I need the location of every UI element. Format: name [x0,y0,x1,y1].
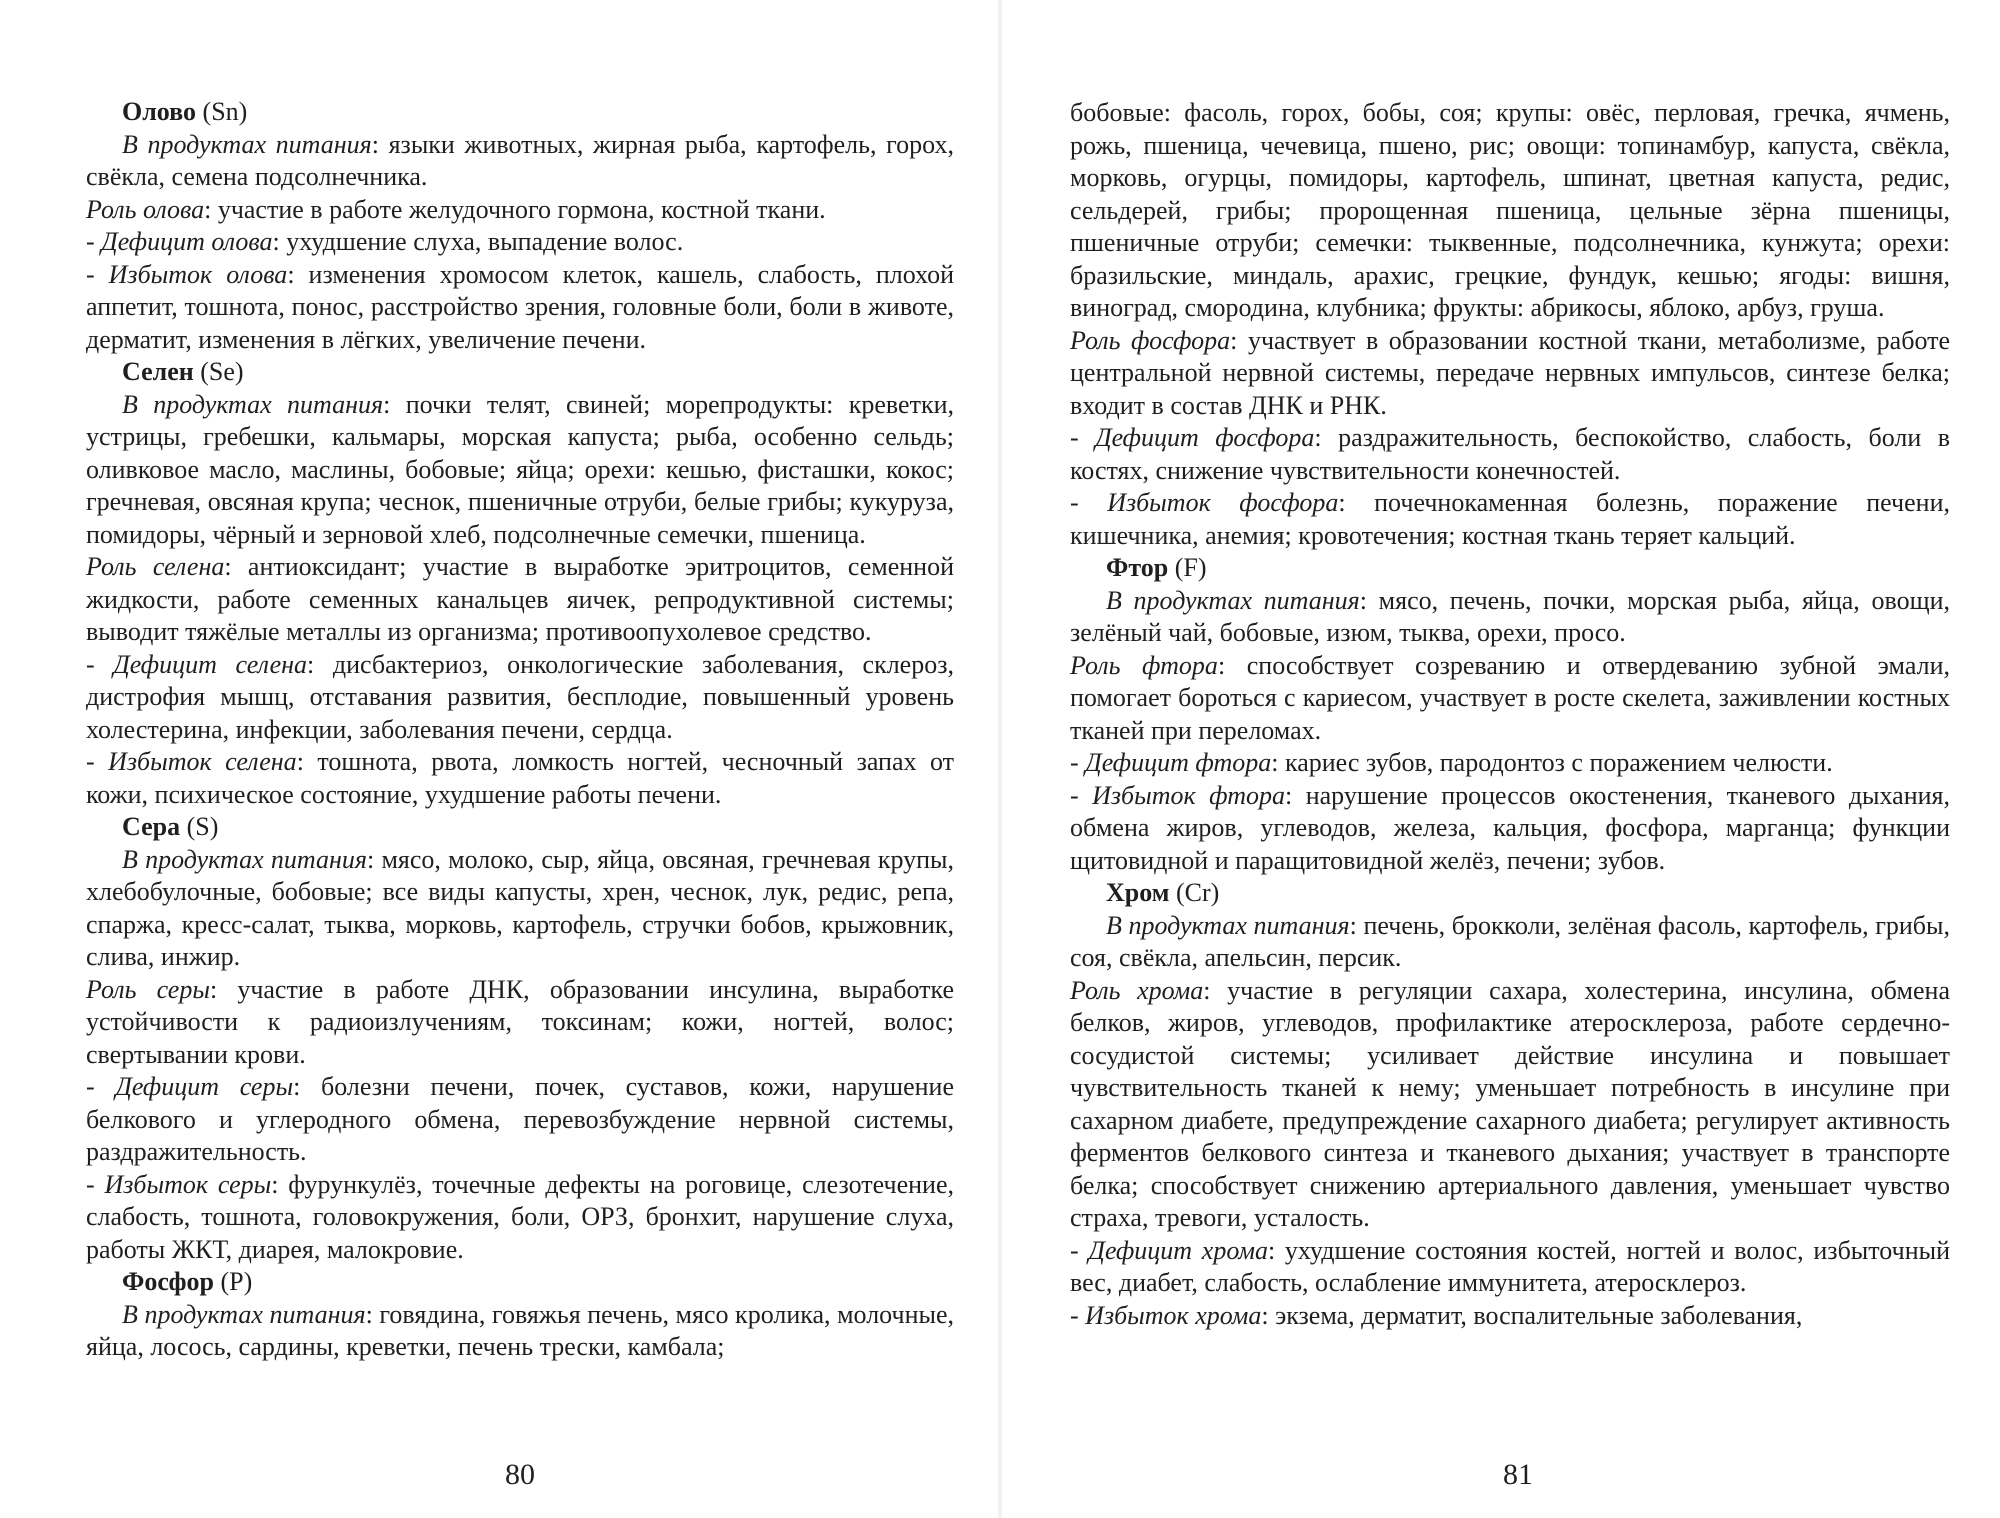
page-number-left: 80 [505,1458,535,1491]
phosphorus-foods: В продуктах питания: говядина, говяжья печень, мясо кролика, молочные, яйца, лосось, сардины, креветки, печень трески, камбала; [86,1299,955,1361]
fluorine-foods: В продуктах питания: мясо, печень, почки, морская рыба, яйца, овощи, зелёный чай, бобовые, изюм, тыква, орехи, просо. [1070,585,1951,647]
sulfur-excess: - Избыток серы: фурункулёз, точечные дефекты на роговице, слезотечение, слабость, тошнота, головокружения, боли, ОРЗ, бронхит, нарушение слуха, работы ЖКТ, диарея, малокровие. [86,1169,954,1264]
chromium-excess: - Избыток хрома: экзема, дерматит, воспалительные заболевания, [1070,1300,1803,1330]
sulfur-deficit: - Дефицит серы: болезни печени, почек, суставов, кожи, нарушение белкового и углеродного обмена, перевозбуждение нервной системы, раздражительность. [86,1072,954,1166]
selenium-deficit: - Дефицит селена: дисбактериоз, онкологические заболевания, склероз, дистрофия мышц, отставания развития, бесплодие, повышенный уровень холестерина, инфекции, заболевания печени, сердца. [86,649,954,744]
phosphorus-deficit: - Дефицит фосфора: раздражительность, беспокойство, слабость, боли в костях, снижение чувствительности конечностей. [1070,423,1950,485]
phosphorus-excess: - Избыток фосфора: почечнокаменная болезнь, поражение печени, кишечника, анемия; кровотечения; костная ткань теряет кальций. [1070,488,1950,550]
selenium-excess: - Избыток селена: тошнота, рвота, ломкость ногтей, чесночный запах от кожи, психическое состояние, ухудшение работы печени. [86,747,954,809]
phosphorus-role: Роль фосфора: участвует в образовании костной ткани, метаболизме, работе центральной нервной системы, передаче нервных импульсов, синтезе белка; входит в состав ДНК и РНК. [1070,325,1951,420]
sulfur-heading: Сера (S) [122,812,219,841]
left-page-text [86,96,954,1364]
page-number-right: 81 [1503,1458,1533,1491]
phosphorus-foods-continued: бобовые: фасоль, горох, бобы, соя; крупы: овёс, перловая, гречка, ячмень, рожь, пшеница, чечевица, пшено, рис; овощи: топинамбур, капуста, свёкла, морковь, огурцы, помидоры, картофель, шпинат, цветная капуста, редис, сельдерей, грибы; пророщенная пшеница, цельные зёрна пшеницы, пшеничные отруби; семечки: тыквенные, подсолнечника, кунжута; орехи: бразильские, миндаль, арахис, грецкие, фундук, кешью; ягоды: вишня, виноград, смородина, клубника; фрукты: абрикосы, яблоко, арбуз, груша. [1070,98,1950,322]
tin-heading: Олово (Sn) [122,97,248,126]
chromium-role: Роль хрома: участие в регуляции сахара, холестерина, инсулина, обмена белков, жиров, углеводов, профилактике атеросклероза, работе сердечно-сосудистой системы; усиливает действие инсулина и повышает чувствительность тканей к нему; уменьшает потребность в инсулине при сахарном диабете, предупреждение сахарного диабета; регулирует активность ферментов белкового синтеза и тканевого дыхания; участвует в транспорте белка; способствует снижению артериального давления, уменьшает чувство страха, тревоги, усталость. [1070,975,1950,1232]
right-page [1000,0,2000,1518]
right-page-text [1070,97,1950,1332]
tin-deficit: - Дефицит олова: ухудшение слуха, выпадение волос. [86,227,684,256]
fluorine-deficit: - Дефицит фтора: кариес зубов, пародонтоз с поражением челюсти. [1070,748,1833,777]
sulfur-role: Роль серы: участие в работе ДНК, образовании инсулина, выработке устойчивости к радиоизлучениям, токсинам; кожи, ногтей, волос; свертывании крови. [86,974,954,1069]
tin-role: Роль олова: участие в работе желудочного гормона, костной ткани. [86,194,826,224]
selenium-foods: В продуктах питания: почки телят, свиней; морепродукты: креветки, устрицы, гребешки, кальмары, морская капуста; рыба, особенно сельдь; оливковое масло, маслины, бобовые; яйца; орехи: кешью, фисташки, кокос; гречневая, овсяная крупа; чеснок, пшеничные отруби, белые грибы; кукуруза, помидоры, чёрный и зерновой хлеб, подсолнечные семечки, пшеница. [86,389,954,549]
phosphorus-heading: Фосфор (P) [122,1267,253,1296]
chromium-foods: В продуктах питания: печень, брокколи, зелёная фасоль, картофель, грибы, соя, свёкла, апельсин, персик. [1070,910,1951,972]
chromium-heading: Хром (Cr) [1106,878,1220,907]
selenium-role: Роль селена: антиоксидант; участие в выработке эритроцитов, семенной жидкости, работе семенных канальцев яичек, репродуктивной системы; выводит тяжёлые металлы из организма; противоопухолевое средство. [86,552,954,646]
tin-foods: В продуктах питания: языки животных, жирная рыба, картофель, горох, свёкла, семена подсолнечника. [86,129,955,191]
fluorine-role: Роль фтора: способствует созреванию и отвердеванию зубной эмали, помогает бороться с кариесом, участвует в росте скелета, заживлении костных тканей при переломах. [1070,650,1950,745]
fluorine-heading: Фтор (F) [1106,553,1207,582]
selenium-heading: Селен (Se) [122,357,244,386]
sulfur-foods: В продуктах питания: мясо, молоко, сыр, яйца, овсяная, гречневая крупы, хлебобулочные, бобовые; все виды капусты, хрен, чеснок, лук, редис, репа, спаржа, кресс-салат, тыква, морковь, картофель, стручки бобов, крыжовник, слива, инжир. [86,844,955,971]
tin-excess: - Избыток олова: изменения хромосом клеток, кашель, слабость, плохой аппетит, тошнота, понос, расстройство зрения, головные боли, боли в животе, дерматит, изменения в лёгких, увеличение печени. [86,259,954,354]
fluorine-excess: - Избыток фтора: нарушение процессов окостенения, тканевого дыхания, обмена жиров, углеводов, железа, кальция, фосфора, марганца; функции щитовидной и паращитовидной желёз, печени; зубов. [1070,780,1951,875]
chromium-deficit: - Дефицит хрома: ухудшение состояния костей, ногтей и волос, избыточный вес, диабет, слабость, ослабление иммунитета, атеросклероз. [1070,1235,1950,1297]
